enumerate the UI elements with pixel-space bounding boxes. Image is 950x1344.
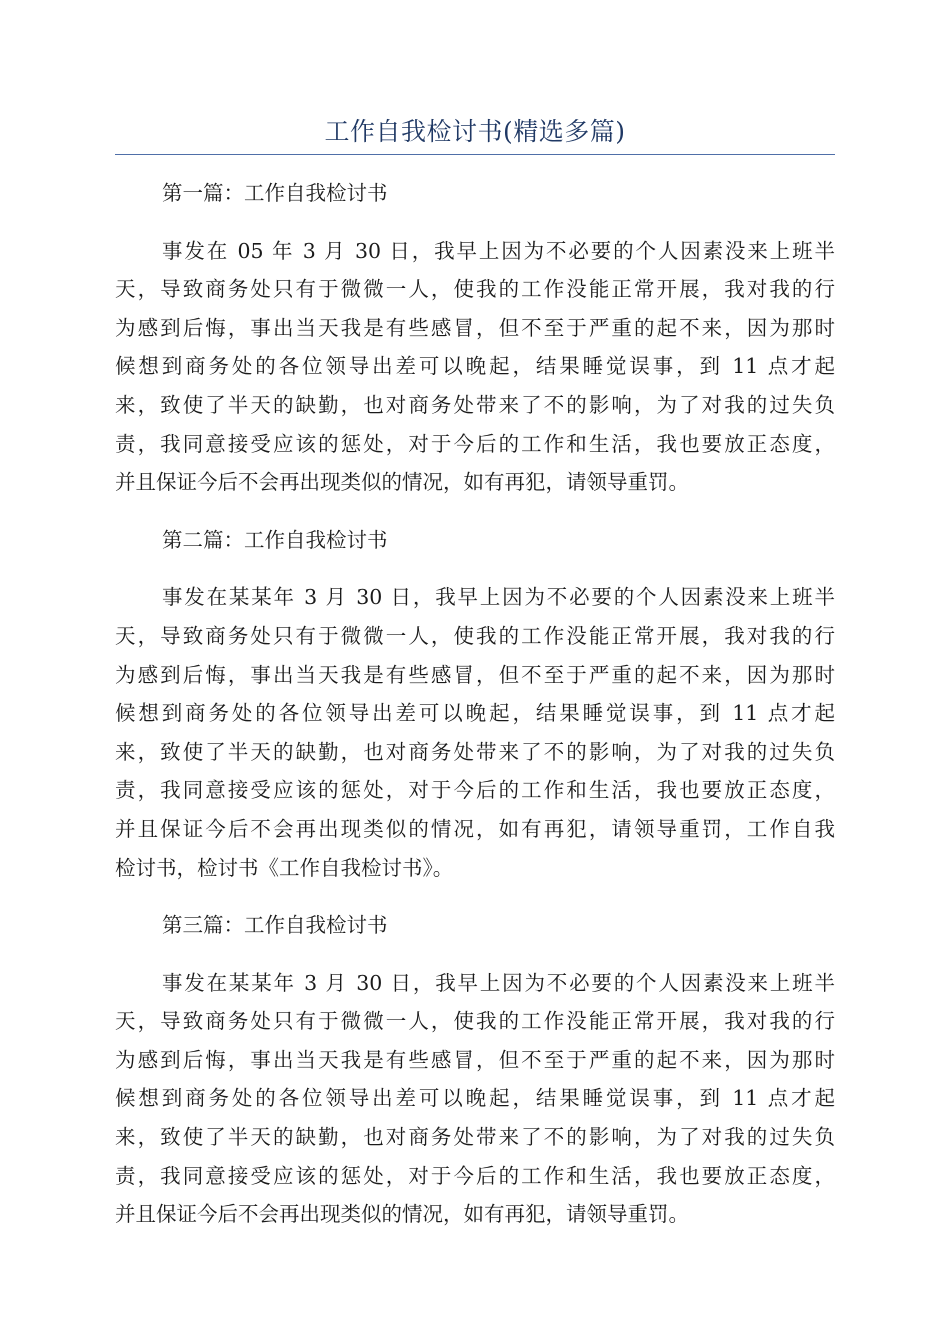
section-heading-1: 第一篇：工作自我检讨书 — [162, 181, 388, 205]
paragraph-line: 来，致使了半天的缺勤，也对商务处带来了不的影响，为了对我的过失负 — [115, 739, 835, 764]
section-heading-3: 第三篇：工作自我检讨书 — [162, 913, 388, 938]
document-title: 工作自我检讨书(精选多篇) — [324, 117, 626, 146]
paragraph-line: 责，我同意接受应该的惩处，对于今后的工作和生活，我也要放正态度， — [115, 431, 835, 456]
paragraph-line: 候想到商务处的各位领导出差可以晚起，结果睡觉误事，到 11 点才起 — [115, 1086, 835, 1111]
paragraph-line: 事发在某某年 3 月 30 日，我早上因为不必要的个人因素没来上班半 — [162, 585, 835, 610]
paragraph-line: 事发在某某年 3 月 30 日，我早上因为不必要的个人因素没来上班半 — [162, 970, 835, 995]
section-paragraph-1 — [115, 232, 835, 502]
paragraph-line: 候想到商务处的各位领导出差可以晚起，结果睡觉误事，到 11 点才起 — [115, 701, 835, 726]
paragraph-line: 为感到后悔，事出当天我是有些感冒，但不至于严重的起不来，因为那时 — [115, 315, 835, 340]
paragraph-line: 天，导致商务处只有于微微一人，使我的工作没能正常开展，我对我的行 — [115, 277, 835, 302]
paragraph-line: 责，我同意接受应该的惩处，对于今后的工作和生活，我也要放正态度， — [115, 778, 835, 803]
section-paragraph-3 — [115, 964, 835, 1234]
paragraph-line: 为感到后悔，事出当天我是有些感冒，但不至于严重的起不来，因为那时 — [115, 662, 835, 687]
paragraph-line: 并且保证今后不会再出现类似的情况，如有再犯，请领导重罚。 — [115, 1202, 689, 1227]
paragraph-line: 事发在 05 年 3 月 30 日，我早上因为不必要的个人因素没来上班半 — [162, 238, 835, 263]
paragraph-line: 为感到后悔，事出当天我是有些感冒，但不至于严重的起不来，因为那时 — [115, 1047, 835, 1072]
paragraph-line: 天，导致商务处只有于微微一人，使我的工作没能正常开展，我对我的行 — [115, 1009, 835, 1034]
paragraph-line: 来，致使了半天的缺勤，也对商务处带来了不的影响，为了对我的过失负 — [115, 1125, 835, 1150]
paragraph-line: 天，导致商务处只有于微微一人，使我的工作没能正常开展，我对我的行 — [115, 623, 835, 648]
paragraph-line: 并且保证今后不会再出现类似的情况，如有再犯，请领导重罚。 — [115, 470, 689, 495]
title-underline — [115, 154, 835, 155]
paragraph-line: 责，我同意接受应该的惩处，对于今后的工作和生活，我也要放正态度， — [115, 1163, 835, 1188]
document-body — [115, 174, 835, 1234]
paragraph-line: 来，致使了半天的缺勤，也对商务处带来了不的影响，为了对我的过失负 — [115, 392, 835, 417]
paragraph-line: 候想到商务处的各位领导出差可以晚起，结果睡觉误事，到 11 点才起 — [115, 354, 835, 379]
paragraph-line: 检讨书，检讨书《工作自我检讨书》。 — [115, 855, 454, 880]
section-heading-2: 第二篇：工作自我检讨书 — [162, 527, 388, 552]
section-paragraph-2 — [115, 578, 835, 887]
paragraph-line: 并且保证今后不会再出现类似的情况，如有再犯，请领导重罚，工作自我 — [115, 816, 835, 841]
